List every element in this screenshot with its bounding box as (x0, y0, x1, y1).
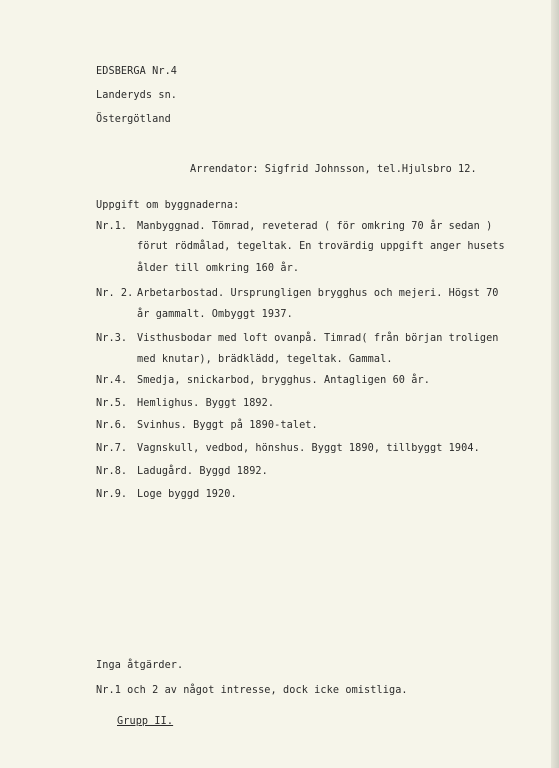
parish-name: Landeryds sn. (96, 90, 178, 101)
building-number: Nr.9. (96, 489, 128, 500)
building-description: år gammalt. Ombyggt 1937. (137, 309, 293, 320)
building-description: Ladugård. Byggd 1892. (137, 466, 268, 477)
tenant-line: Arrendator: Sigfrid Johnsson, tel.Hjulsbro 12. (190, 164, 477, 175)
building-number: Nr.5. (96, 398, 128, 409)
building-description: Manbyggnad. Tömrad, reveterad ( för omkring 70 år sedan ) (137, 221, 493, 232)
property-name: EDSBERGA Nr.4 (96, 66, 178, 77)
page-edge (551, 0, 559, 768)
building-description: Smedja, snickarbod, brygghus. Antagligen 60 år. (137, 375, 430, 386)
building-number: Nr.8. (96, 466, 128, 477)
building-description: Svinhus. Byggt på 1890-talet. (137, 420, 318, 431)
building-description: Hemlighus. Byggt 1892. (137, 398, 275, 409)
building-description: med knutar), brädklädd, tegeltak. Gammal. (137, 354, 393, 365)
building-description: Visthusbodar med loft ovanpå. Timrad( från början troligen (137, 333, 499, 344)
interest-note: Nr.1 och 2 av något intresse, dock icke omistliga. (96, 685, 408, 696)
building-description: Vagnskull, vedbod, hönshus. Byggt 1890, tillbyggt 1904. (137, 443, 480, 454)
building-description: Loge byggd 1920. (137, 489, 237, 500)
actions-note: Inga åtgärder. (96, 660, 184, 671)
province-name: Östergötland (96, 114, 171, 125)
building-description: ålder till omkring 160 år. (137, 263, 300, 274)
building-number: Nr.6. (96, 420, 128, 431)
building-number: Nr.7. (96, 443, 128, 454)
building-number: Nr. 2. (96, 288, 134, 299)
building-description: förut rödmålad, tegeltak. En trovärdig uppgift anger husets (137, 241, 505, 252)
building-number: Nr.3. (96, 333, 128, 344)
buildings-intro: Uppgift om byggnaderna: (96, 200, 240, 211)
group-classification: Grupp II. (117, 716, 174, 727)
building-description: Arbetarbostad. Ursprungligen brygghus och mejeri. Högst 70 (137, 288, 499, 299)
building-number: Nr.1. (96, 221, 128, 232)
building-number: Nr.4. (96, 375, 128, 386)
